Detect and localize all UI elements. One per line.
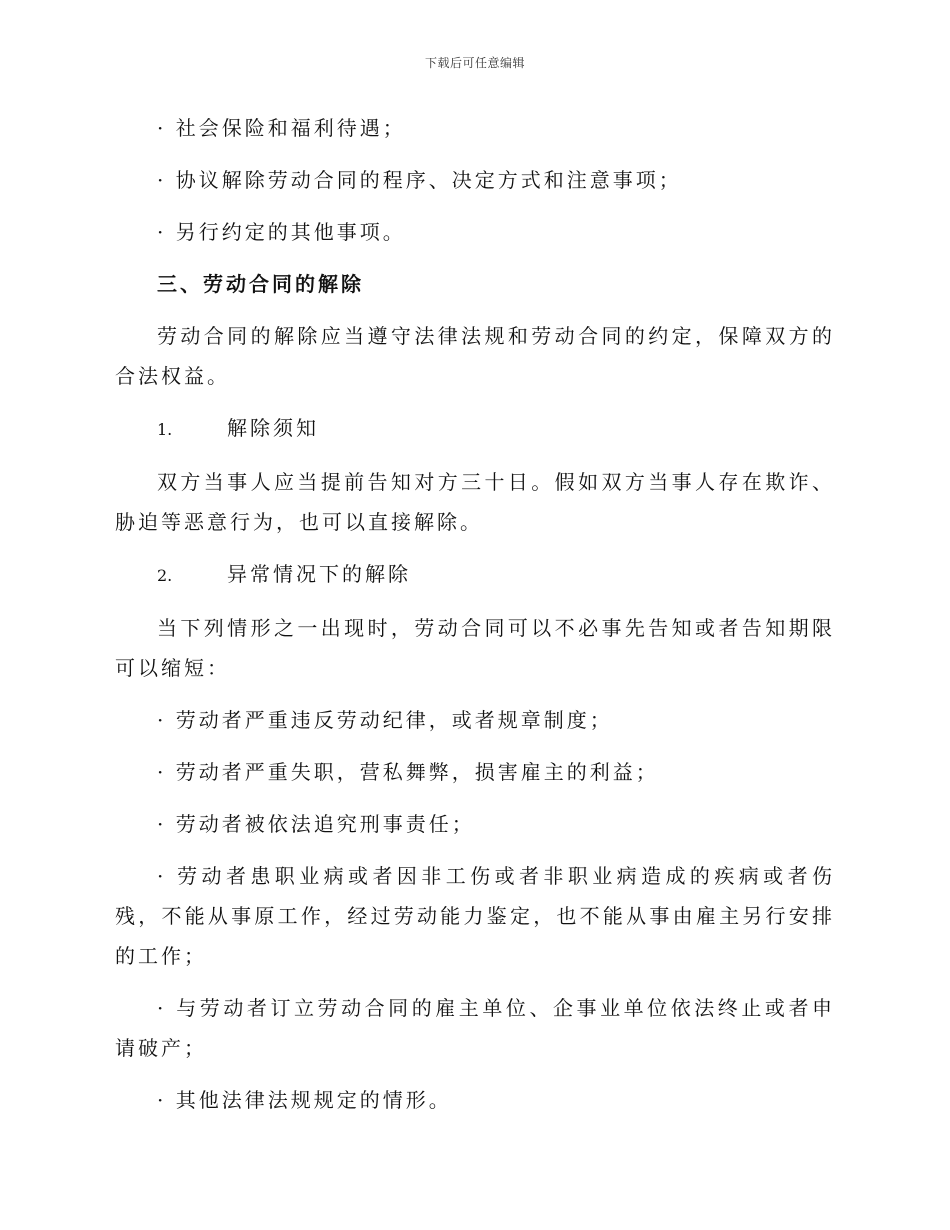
numbered-item (115, 408, 835, 450)
paragraph: 双方当事人应当提前告知对方三十日。假如双方当事人存在欺诈、胁迫等恶意行为，也可以直接解除。 (115, 470, 835, 534)
numbered-item (115, 554, 835, 596)
bullet-item: · 其他法律法规规定的情形。 (157, 1088, 452, 1112)
bullet-item: · 劳动者患职业病或者因非工伤或者非职业病造成的疾病或者伤残，不能从事原工作，经过劳动能力鉴定，也不能从事由雇主另行安排的工作； (115, 864, 835, 968)
page-header: 下载后可任意编辑 (424, 56, 525, 70)
item-text: 解除须知 (227, 416, 319, 440)
bullet-item: · 与劳动者订立劳动合同的雇主单位、企事业单位依法终止或者申请破产； (115, 996, 835, 1060)
bullet-item: · 劳动者严重失职，营私舞弊，损害雇主的利益； (157, 760, 659, 784)
paragraph: 当下列情形之一出现时，劳动合同可以不必事先告知或者告知期限可以缩短： (115, 616, 835, 680)
document-body (115, 108, 835, 1132)
item-number: 2. (157, 566, 173, 585)
bullet-item: · 劳动者被依法追究刑事责任； (157, 812, 475, 836)
paragraph: 劳动合同的解除应当遵守法律法规和劳动合同的约定，保障双方的合法权益。 (115, 324, 835, 388)
bullet-item: · 协议解除劳动合同的程序、决定方式和注意事项； (157, 168, 682, 192)
bullet-item: · 劳动者严重违反劳动纪律，或者规章制度； (157, 708, 613, 732)
section-heading: 三、劳动合同的解除 (157, 272, 364, 296)
bullet-item: · 社会保险和福利待遇； (157, 116, 406, 140)
item-number: 1. (157, 420, 173, 439)
item-text: 异常情况下的解除 (227, 562, 411, 586)
bullet-item: · 另行约定的其他事项。 (157, 220, 406, 244)
